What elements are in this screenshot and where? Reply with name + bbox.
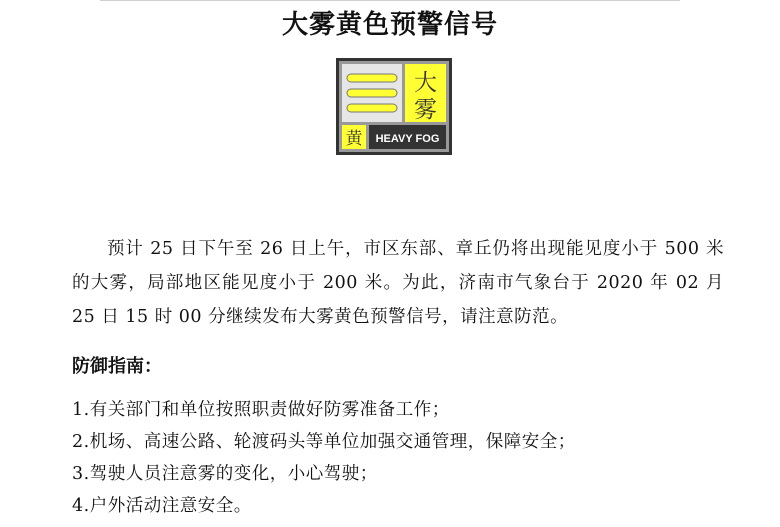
warning-sign-graphic [336,58,452,155]
char-wu: 雾 [414,97,437,123]
guide-item: 4.户外活动注意安全。 [72,496,252,516]
char-huang: 黄 [345,129,363,149]
top-divider [100,0,680,1]
fog-line-2 [347,89,397,97]
guide-item: 2.机场、高速公路、轮渡码头等单位加强交通管理，保障安全； [72,432,576,452]
english-label: HEAVY FOG [375,133,440,145]
fog-line-1 [347,74,397,82]
guide-heading: 防御指南： [72,356,162,377]
char-da: 大 [414,70,437,96]
warning-paragraph: 预计 25 日下午至 26 日上午，市区东部、章丘仍将出现能见度小于 500 米的大雾，局部地区能见度小于 200 米。为此，济南市气象台于 2020 年 02 月 25 日 15 时 00 分继续发布大雾黄色预警信号，请注意防范。 [72,238,724,327]
fog-line-3 [347,104,397,112]
guide-item: 3.驾驶人员注意雾的变化，小心驾驶； [72,464,378,484]
guide-list [72,394,576,522]
heavy-fog-warning-icon [336,58,452,155]
page-title: 大雾黄色预警信号 [281,10,498,40]
guide-item: 1.有关部门和单位按照职责做好防雾准备工作； [72,400,450,420]
